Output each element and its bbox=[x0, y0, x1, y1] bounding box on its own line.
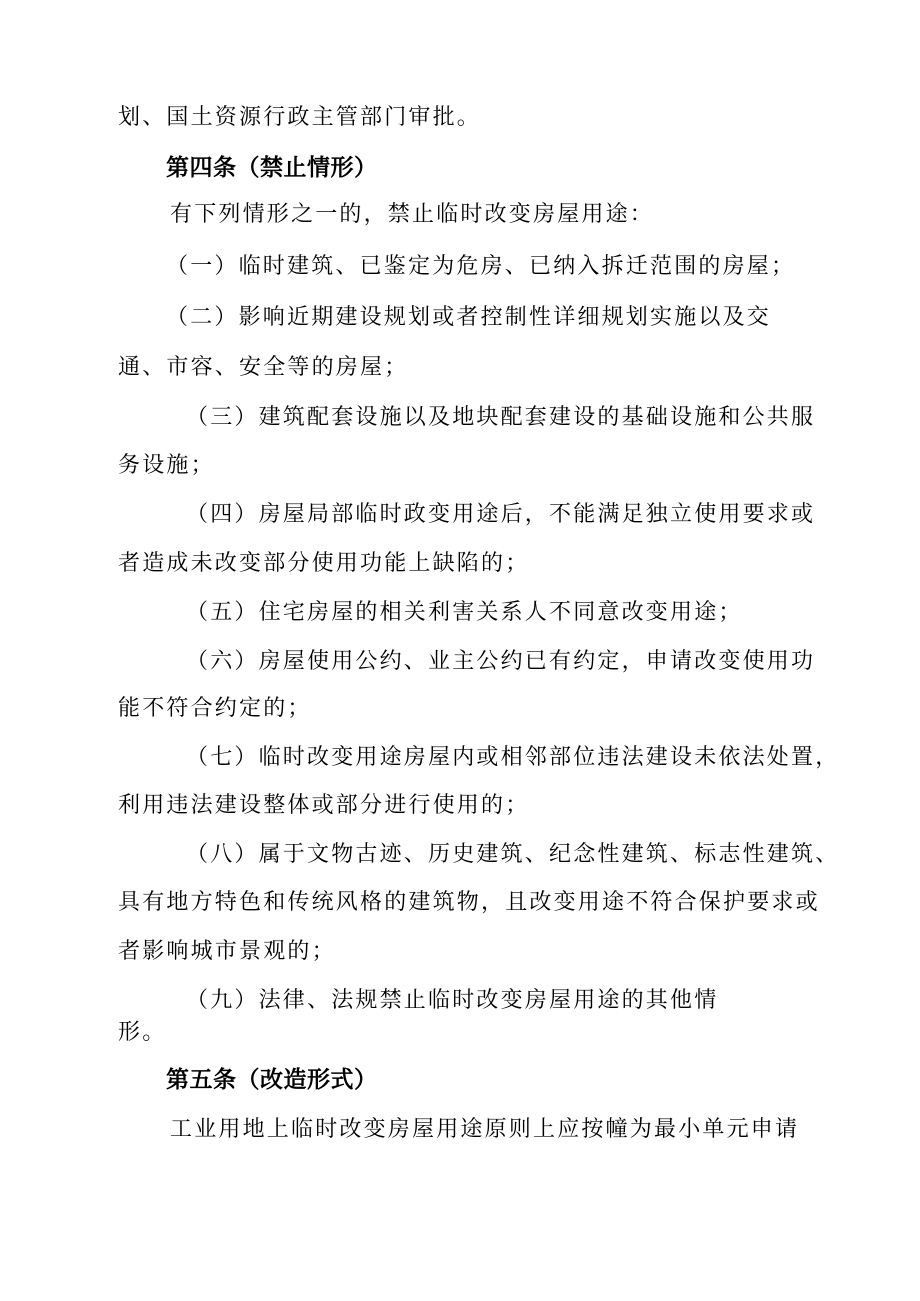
text-line: 形。 bbox=[118, 1020, 167, 1045]
text-line: 具有地方特色和传统风格的建筑物，且改变用途不符合保护要求或 bbox=[118, 890, 820, 915]
article-5-heading: 第五条（改造形式） bbox=[166, 1067, 378, 1093]
text-line: 划、国土资源行政主管部门审批。 bbox=[118, 105, 482, 130]
text-line: 者影响城市景观的； bbox=[118, 939, 336, 964]
text-line: 工业用地上临时改变房屋用途原则上应按幢为最小单元申请 bbox=[170, 1117, 800, 1142]
article-4-heading: 第四条（禁止情形） bbox=[166, 155, 378, 181]
list-item-2: （二）影响近期建设规划或者控制性详细规划实施以及交 bbox=[166, 305, 772, 330]
list-item-9: （九）法律、法规禁止临时改变房屋用途的其他情 bbox=[186, 988, 719, 1013]
text-line: 有下列情形之一的，禁止临时改变房屋用途： bbox=[170, 202, 655, 227]
list-item-3: （三）建筑配套设施以及地块配套建设的基础设施和公共服 bbox=[186, 405, 816, 430]
list-item-6: （六）房屋使用公约、业主公约已有约定，申请改变使用功 bbox=[186, 649, 816, 674]
list-item-8: （八）属于文物古迹、历史建筑、纪念性建筑、标志性建筑、 bbox=[186, 842, 840, 867]
list-item-7: （七）临时改变用途房屋内或相邻部位违法建设未依法处置， bbox=[186, 745, 840, 770]
text-line: 通、市容、安全等的房屋； bbox=[118, 355, 409, 380]
list-item-1: （一）临时建筑、已鉴定为危房、已纳入拆迁范围的房屋； bbox=[166, 254, 796, 279]
text-line: 者造成未改变部分使用功能上缺陷的； bbox=[118, 551, 530, 576]
text-line: 利用违法建设整体或部分进行使用的； bbox=[118, 793, 530, 818]
list-item-4: （四）房屋局部临时政变用途后，不能满足独立使用要求或 bbox=[186, 502, 816, 527]
text-line: 务设施； bbox=[118, 453, 215, 478]
text-line: 能不符合约定的； bbox=[118, 696, 312, 721]
list-item-5: （五）住宅房屋的相关利害关系人不同意改变用途； bbox=[186, 600, 743, 625]
